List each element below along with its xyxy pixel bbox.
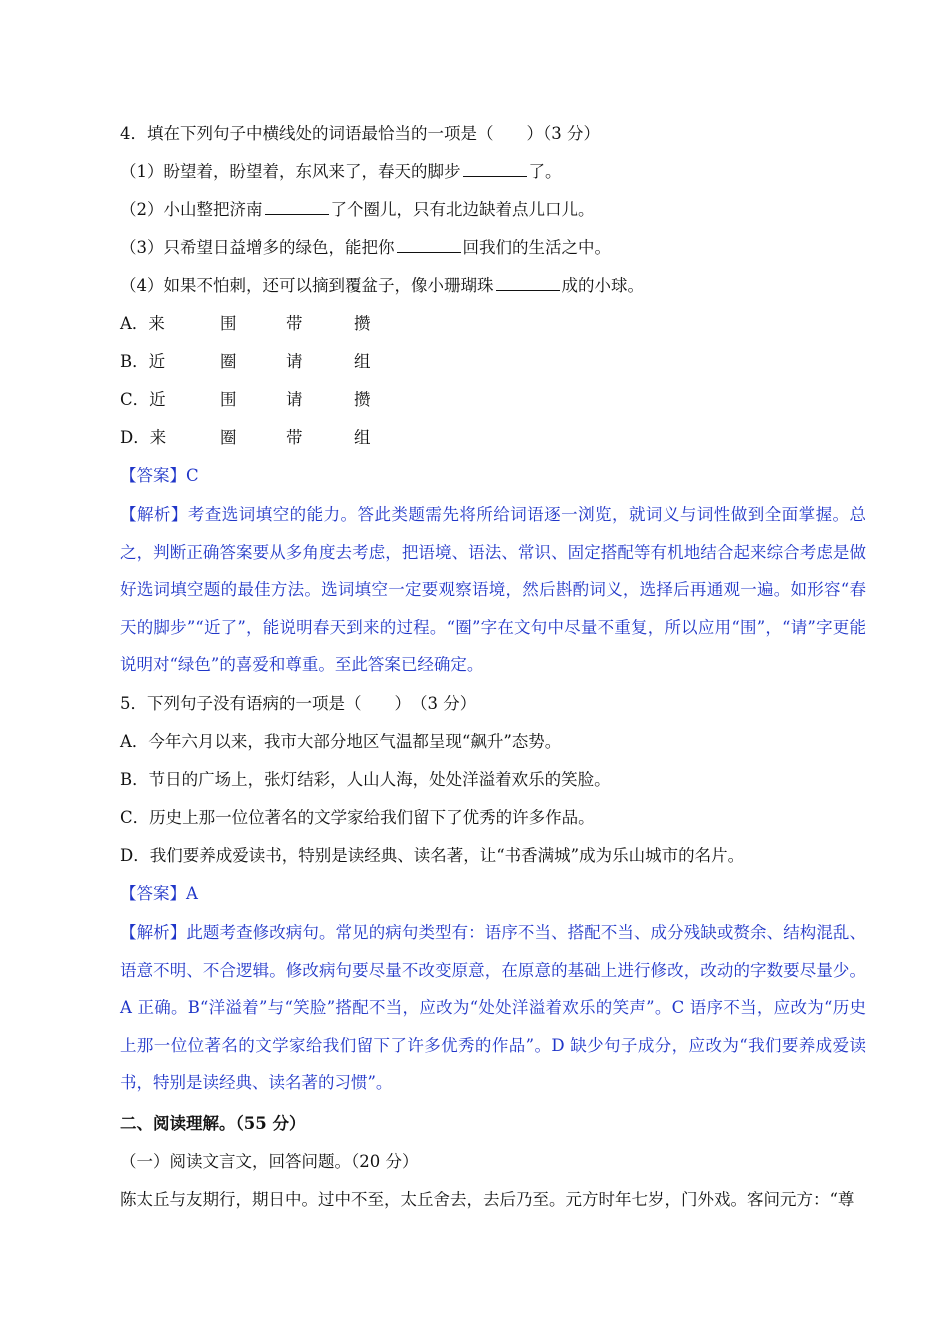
fill-blank (463, 162, 527, 177)
q4-s3-text: （3）只希望日益增多的绿色，能把你 (120, 238, 395, 257)
q4-analysis: 【解析】考查选词填空的能力。答此类题需先将所给词语逐一浏览，就词义与词性做到全面掌握。总之，判断正确答案要从多角度去考虑，把语境、语法、常识、固定搭配等有机地结合起来综合考虑是做好选词填空题的最佳方法。选词填空一定要观察语境，然后斟酌词义，选择后再通观一遍。如形容“春天的脚步”“近了”，能说明春天到来的过程。“圈”字在文句中尽量不重复，所以应用“围”，“请”字更能说明对“绿色”的喜爱和尊重。至此答案已经确定。 (120, 505, 867, 674)
q5-option-d: D．我们要养成爱读书，特别是读经典、读名著，让“书香满城”成为乐山城市的名片。 (120, 846, 745, 865)
q4-s4-end: 成的小球。 (561, 276, 644, 295)
section-subtitle: （一）阅读文言文，回答问题。（20 分） (120, 1152, 419, 1171)
q4-s3-end: 回我们的生活之中。 (462, 238, 611, 257)
q4-option-b: B．近 圈 请 组 (120, 352, 371, 371)
q4-option-c: C．近 围 请 攒 (120, 390, 371, 409)
fill-blank (265, 200, 329, 215)
q4-sentence-2 (120, 198, 595, 222)
classical-text: 陈太丘与友期行，期日中。过中不至，太丘舍去，去后乃至。元方时年七岁，门外戏。客问元方：“尊 (120, 1190, 855, 1209)
q4-sentence-4 (120, 274, 644, 298)
q5-analysis: 【解析】此题考查修改病句。常见的病句类型有：语序不当、搭配不当、成分残缺或赘余、结构混乱、语意不明、不合逻辑。修改病句要尽量不改变原意，在原意的基础上进行修改，改动的字数要尽量少。A 正确。B“洋溢着”与“笑脸”搭配不当，应改为“处处洋溢着欢乐的笑声”。C 语序不当，应改为“历史上那一位位著名的文学家给我们留下了许多优秀的作品”。D 缺少句子成分，应改为“我们要养成爱读书，特别是读经典、读名著的习惯”。 (120, 923, 867, 1092)
q4-option-d: D．来 圈 带 组 (120, 428, 371, 447)
q5-answer: 【答案】A (120, 884, 198, 903)
q4-s1-end: 了。 (528, 162, 562, 181)
fill-blank (397, 238, 461, 253)
q4-sentence-1 (120, 160, 562, 184)
section-title: 二、阅读理解。（55 分） (120, 1114, 306, 1133)
q4-s2-end: 了个圈儿，只有北边缺着点儿口儿。 (330, 200, 595, 219)
q5-option-c: C．历史上那一位位著名的文学家给我们留下了优秀的许多作品。 (120, 808, 595, 827)
q4-option-a: A．来 围 带 攒 (120, 314, 371, 333)
q4-stem: 4．填在下列句子中横线处的词语最恰当的一项是（ ）（3 分） (120, 124, 600, 143)
q5-option-a: A．今年六月以来，我市大部分地区气温都呈现“飙升”态势。 (120, 732, 562, 751)
q5-stem: 5．下列句子没有语病的一项是（ ） （3 分） (120, 694, 477, 713)
q4-s1-text: （1）盼望着，盼望着，东风来了，春天的脚步 (120, 162, 461, 181)
q4-sentence-3 (120, 236, 611, 260)
q5-option-b: B．节日的广场上，张灯结彩，人山人海，处处洋溢着欢乐的笑脸。 (120, 770, 611, 789)
fill-blank (496, 276, 560, 291)
q4-s2-text: （2）小山整把济南 (120, 200, 263, 219)
q4-answer: 【答案】C (120, 466, 199, 485)
q4-s4-text: （4）如果不怕刺，还可以摘到覆盆子，像小珊瑚珠 (120, 276, 494, 295)
